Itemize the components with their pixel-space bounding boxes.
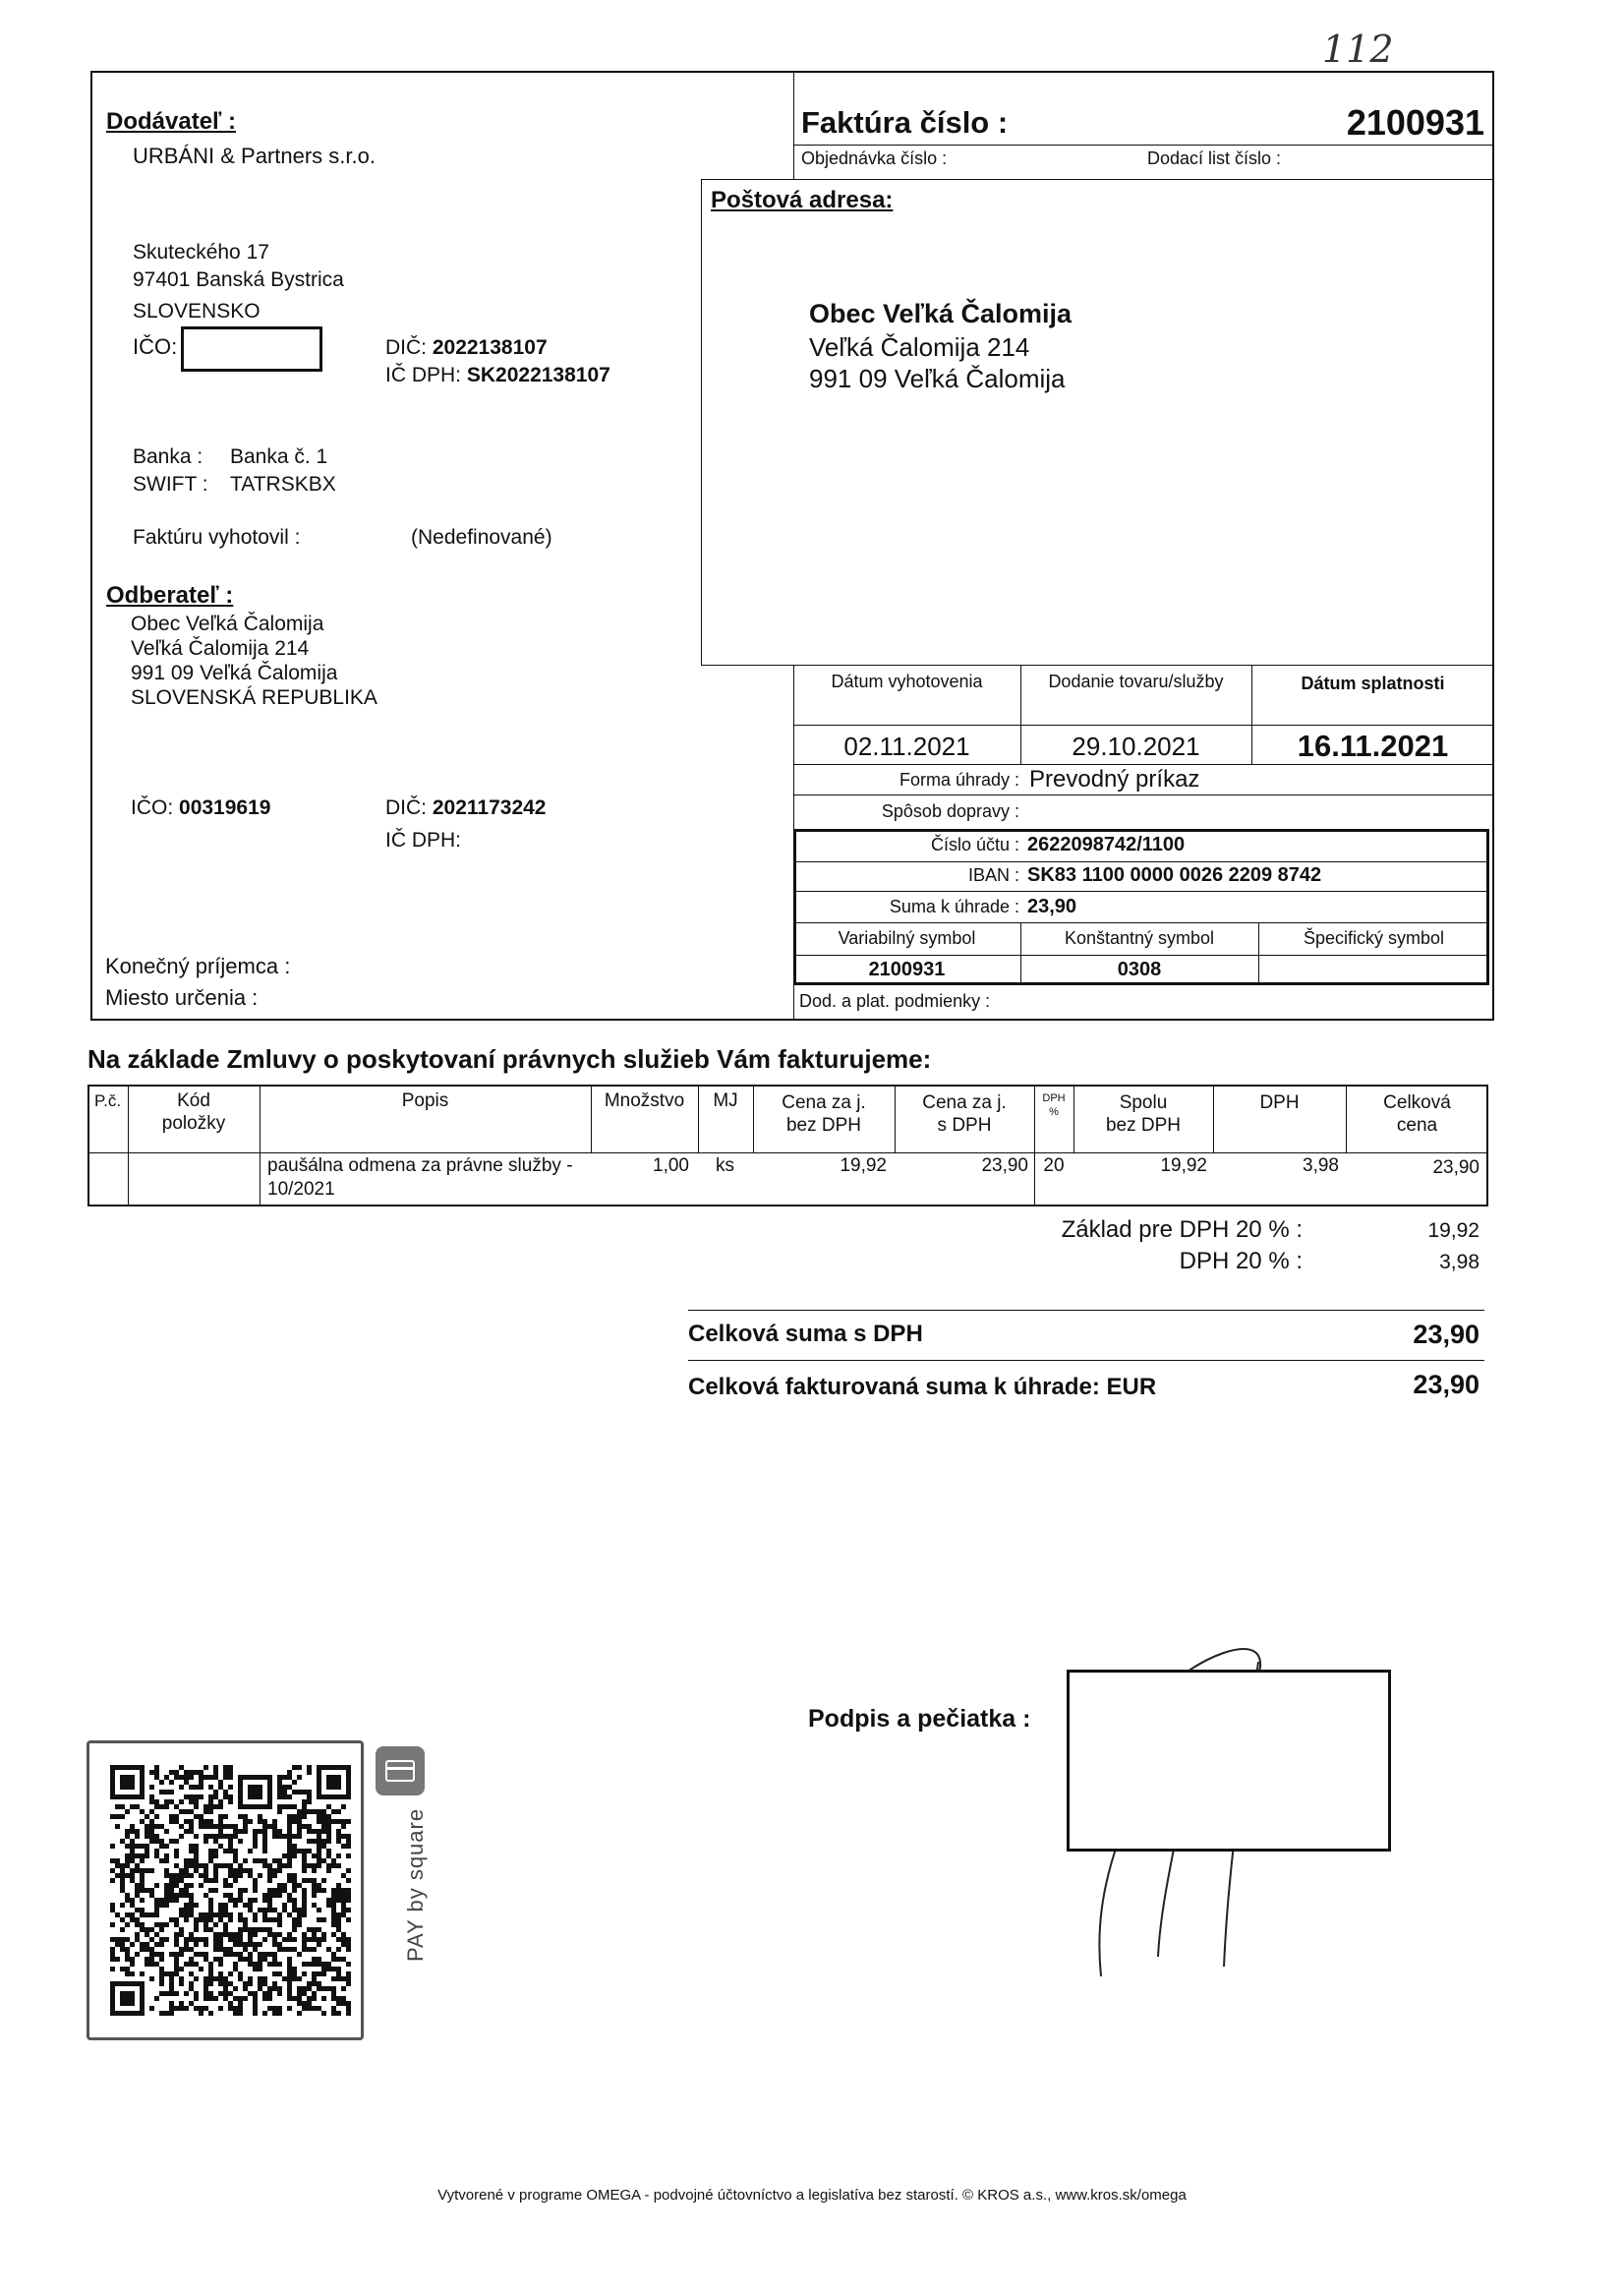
row-rate: 20 xyxy=(1043,1155,1065,1176)
row-grand: 23,90 xyxy=(1432,1157,1479,1178)
row-unit: ks xyxy=(716,1155,734,1176)
supplier-bank-label: Banka : xyxy=(133,445,203,468)
row-vat: 3,98 xyxy=(1303,1155,1339,1176)
supplier-ico-label: IČO: xyxy=(133,334,178,359)
payment-form-label: Forma úhrady : xyxy=(899,770,1019,790)
issued-by-label: Faktúru vyhotovil : xyxy=(133,526,301,549)
supplier-street: Skuteckého 17 xyxy=(133,241,269,264)
supplier-name: URBÁNI & Partners s.r.o. xyxy=(133,144,376,168)
postal-heading: Poštová adresa: xyxy=(711,187,894,213)
card-icon xyxy=(376,1746,425,1795)
customer-dic: DIČ: 2021173242 xyxy=(385,796,547,819)
issue-date-label: Dátum vyhotovenia xyxy=(831,672,983,691)
row-price-vat: 23,90 xyxy=(981,1155,1028,1176)
supplier-city: 97401 Banská Bystrica xyxy=(133,268,344,291)
iban: SK83 1100 0000 0026 2209 8742 xyxy=(1027,864,1322,886)
amount-label: Suma k úhrade : xyxy=(889,897,1019,916)
due-total-amount: 23,90 xyxy=(1413,1370,1479,1399)
supplier-country: SLOVENSKO xyxy=(133,300,261,323)
customer-city: 991 09 Veľká Čalomija xyxy=(131,662,338,684)
vat-label: DPH 20 % : xyxy=(1179,1248,1303,1274)
qr-code xyxy=(110,1765,351,2016)
issued-by: (Nedefinované) xyxy=(411,526,552,549)
vat-amount: 3,98 xyxy=(1439,1251,1479,1273)
customer-name: Obec Veľká Čalomija xyxy=(131,613,324,635)
page-mark: 112 xyxy=(1322,28,1394,71)
col-rate: DPH % xyxy=(1042,1092,1066,1118)
col-unit: MJ xyxy=(713,1090,738,1111)
invoice-title: Faktúra číslo : xyxy=(801,105,1009,140)
col-qty: Množstvo xyxy=(604,1090,685,1111)
row-desc-1: paušálna odmena za právne služby - xyxy=(267,1155,573,1176)
redacted-ico xyxy=(181,326,322,372)
col-total: Spolu bez DPH xyxy=(1105,1092,1182,1136)
terms-label: Dod. a plat. podmienky : xyxy=(799,991,991,1011)
supplier-heading: Dodávateľ : xyxy=(106,108,236,135)
supplier-dic: DIČ: 2022138107 xyxy=(385,336,548,359)
vat-base-label: Základ pre DPH 20 % : xyxy=(1061,1216,1303,1243)
issue-date: 02.11.2021 xyxy=(843,732,970,761)
invoice-number: 2100931 xyxy=(1346,102,1484,143)
row-total: 19,92 xyxy=(1160,1155,1207,1176)
ks-label: Konštantný symbol xyxy=(1064,928,1215,948)
due-date-label: Dátum splatnosti xyxy=(1301,674,1445,693)
iban-label: IBAN : xyxy=(967,865,1019,885)
col-desc: Popis xyxy=(401,1090,449,1111)
row-price: 19,92 xyxy=(840,1155,887,1176)
col-vat: DPH xyxy=(1259,1092,1300,1113)
delivery-date: 29.10.2021 xyxy=(1072,732,1200,761)
destination-label: Miesto určenia : xyxy=(105,985,259,1010)
supplier-bank: Banka č. 1 xyxy=(230,445,328,468)
postal-street: Veľká Čalomija 214 xyxy=(809,332,1030,362)
footer-text: Vytvorené v programe OMEGA - podvojné účtovníctvo a legislatíva bez starostí. © KROS a.s., www.kros.sk/omega xyxy=(437,2187,1187,2204)
col-grand: Celková cena xyxy=(1383,1092,1451,1136)
vs-label: Variabilný symbol xyxy=(838,928,976,948)
customer-icdph: IČ DPH: xyxy=(385,829,462,852)
customer-country: SLOVENSKÁ REPUBLIKA xyxy=(131,686,377,709)
ss-label: Špecifický symbol xyxy=(1303,928,1445,948)
payment-form: Prevodný príkaz xyxy=(1029,766,1200,793)
postal-city: 991 09 Veľká Čalomija xyxy=(809,364,1066,393)
total-label: Celková suma s DPH xyxy=(688,1321,923,1347)
qr-code-icon xyxy=(110,1765,351,2016)
summary-rule-1 xyxy=(688,1310,1484,1311)
col-price: Cena za j. bez DPH xyxy=(782,1092,866,1136)
postal-name: Obec Veľká Čalomija xyxy=(809,299,1073,328)
col-pc: P.č. xyxy=(93,1091,122,1110)
row-qty: 1,00 xyxy=(653,1155,689,1176)
customer-street: Veľká Čalomija 214 xyxy=(131,637,310,660)
constant-symbol: 0308 xyxy=(1117,959,1162,980)
customer-heading: Odberateľ : xyxy=(106,582,234,609)
supplier-swift-label: SWIFT : xyxy=(133,473,208,496)
redacted-stamp xyxy=(1067,1670,1391,1852)
delivery-date-label: Dodanie tovaru/služby xyxy=(1048,672,1224,691)
account-number: 2622098742/1100 xyxy=(1027,834,1186,855)
paybysquare-label: PAY by square xyxy=(403,1807,428,1962)
due-total-label: Celková fakturovaná suma k úhrade: EUR xyxy=(688,1374,1157,1400)
account-label: Číslo účtu : xyxy=(930,835,1019,854)
col-code: Kód položky xyxy=(161,1090,226,1134)
transport-label: Spôsob dopravy : xyxy=(881,801,1019,821)
supplier-icdph: IČ DPH: SK2022138107 xyxy=(385,364,610,386)
postal-box xyxy=(701,179,1494,666)
delivery-note-label: Dodací list číslo : xyxy=(1147,148,1282,168)
summary-rule-2 xyxy=(688,1360,1484,1361)
total-amount: 23,90 xyxy=(1413,1320,1479,1349)
due-date: 16.11.2021 xyxy=(1297,729,1449,763)
intro-text: Na základe Zmluvy o poskytovaní právnych služieb Vám fakturujeme: xyxy=(87,1044,932,1074)
amount: 23,90 xyxy=(1027,896,1077,917)
vat-base: 19,92 xyxy=(1427,1219,1479,1242)
order-label: Objednávka číslo : xyxy=(801,148,948,168)
variable-symbol: 2100931 xyxy=(868,959,946,980)
row-desc-2: 10/2021 xyxy=(267,1179,335,1200)
signature-label: Podpis a pečiatka : xyxy=(808,1705,1031,1733)
final-recipient-label: Konečný príjemca : xyxy=(105,954,291,978)
col-price-vat: Cena za j. s DPH xyxy=(922,1092,1007,1136)
customer-ico: IČO: 00319619 xyxy=(131,796,271,819)
header-divider xyxy=(793,71,794,179)
supplier-swift: TATRSKBX xyxy=(230,473,336,496)
